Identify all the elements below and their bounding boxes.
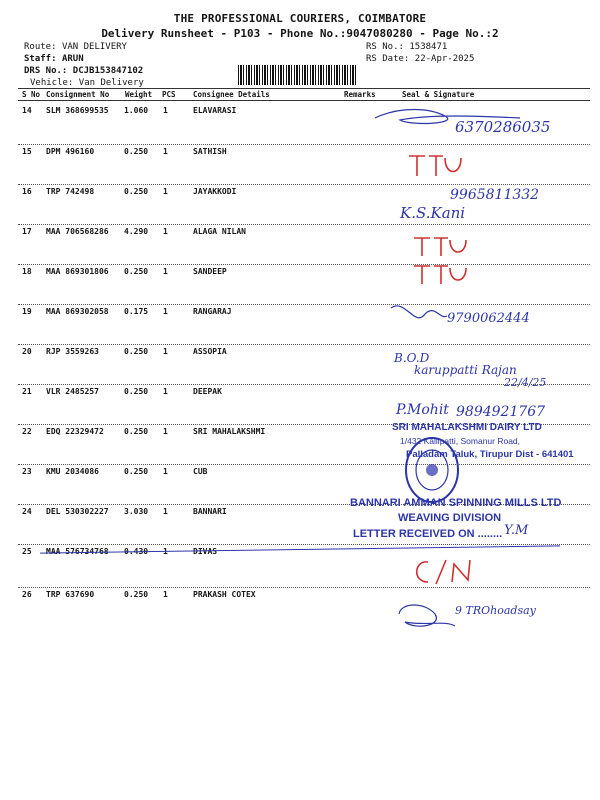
staff-label: Staff: (24, 54, 57, 64)
sno-cell: 15 (22, 147, 32, 156)
staff-value: ARUN (61, 54, 84, 64)
weight-cell: 0.250 (124, 427, 149, 436)
row-separator (18, 587, 590, 588)
rs-date-value: 22-Apr-2025 (414, 54, 475, 64)
pcs-cell: 1 (163, 427, 168, 436)
pcs-cell: 1 (163, 547, 168, 556)
pcs-cell: 1 (163, 187, 168, 196)
rs-no-value: 1538471 (409, 42, 448, 52)
route-value: VAN DELIVERY (61, 42, 127, 52)
svg-text:B.O.D: B.O.D (394, 351, 430, 365)
pcs-cell: 1 (163, 347, 168, 356)
consignee-cell: DIVAS (193, 547, 218, 556)
col-consignee: Consignee Details (193, 90, 270, 99)
sno-cell: 14 (22, 106, 32, 115)
weight-cell: 4.290 (124, 227, 149, 236)
weight-cell: 0.250 (124, 187, 149, 196)
sno-cell: 26 (22, 590, 32, 599)
rs-date-label: RS Date: (366, 54, 410, 64)
consignment-cell: KMU 2034086 (46, 467, 99, 476)
svg-text:karuppatti Rajan: karuppatti Rajan (414, 363, 517, 377)
svg-text:P.Mohit: P.Mohit (396, 402, 449, 418)
weight-cell: 0.175 (124, 307, 149, 316)
rs-no-label: RS No.: (366, 42, 404, 52)
consignment-cell: TRP 637690 (46, 590, 95, 599)
row-separator (18, 464, 590, 465)
signature-row-14 (370, 104, 570, 140)
pcs-cell: 1 (163, 467, 168, 476)
consignee-cell: SANDEEP (193, 267, 227, 276)
rs-date-line (366, 53, 474, 65)
col-sno: S No (22, 90, 41, 99)
row-25-strike (40, 545, 560, 553)
signature-row-18 (410, 260, 470, 288)
sno-cell: 20 (22, 347, 32, 356)
pcs-cell: 1 (163, 507, 168, 516)
signature-row-22 (394, 394, 584, 424)
runsheet-title: THE PROFESSIONAL COURIERS, COIMBATORE (173, 12, 427, 25)
weight-cell: 1.060 (124, 106, 149, 115)
signature-row-20 (392, 348, 572, 390)
row-separator (18, 144, 590, 145)
sno-cell: 24 (22, 507, 32, 516)
sno-cell: 25 (22, 547, 32, 556)
vehicle-value: Van Delivery (78, 78, 144, 88)
runsheet-subtitle: Delivery Runsheet - P103 - Phone No.:9047080280 - Page No.:2 (101, 27, 499, 40)
consignee-cell: ASSOPIA (193, 347, 227, 356)
consignment-cell: VLR 2485257 (46, 387, 99, 396)
pcs-cell: 1 (163, 106, 168, 115)
bannari-stamp-line-3: LETTER RECEIVED ON ........ (353, 528, 503, 540)
signature-row-25 (410, 556, 490, 588)
bannari-stamp-line-2: WEAVING DIVISION (398, 512, 502, 524)
mahalakshmi-stamp-line-2: 1/432 Kallipatti, Somanur Road, (400, 436, 521, 446)
staff-line (24, 53, 84, 65)
rs-no-line (366, 41, 447, 53)
row-separator (18, 544, 590, 545)
vehicle-label: Vehicle: (30, 78, 74, 88)
consignee-cell: BANNARI (193, 507, 227, 516)
col-pcs: PCS (162, 90, 176, 99)
consignment-cell: SLM 368699535 (46, 106, 109, 115)
signature-row-26 (395, 600, 575, 634)
consignment-cell: RJP 3559263 (46, 347, 99, 356)
weight-cell: 0.250 (124, 387, 149, 396)
col-seal: Seal & Signature (402, 90, 475, 99)
row-separator (18, 264, 590, 265)
route-label: Route: (24, 42, 57, 52)
consignee-cell: RANGARAJ (193, 307, 232, 316)
pcs-cell: 1 (163, 307, 168, 316)
weight-cell: 0.250 (124, 467, 149, 476)
header-top-rule (18, 88, 590, 89)
sno-cell: 19 (22, 307, 32, 316)
consignment-cell: DPM 496160 (46, 147, 95, 156)
weight-cell: 3.030 (124, 507, 149, 516)
sno-cell: 23 (22, 467, 32, 476)
sno-cell: 17 (22, 227, 32, 236)
mahalakshmi-stamp-line-3: Palladam Taluk, Tirupur Dist - 641401 (406, 449, 574, 460)
row-separator (18, 224, 590, 225)
svg-text:K.S.Kani: K.S.Kani (400, 204, 466, 222)
drs-label: DRS No.: (24, 66, 68, 76)
barcode (238, 65, 356, 85)
sno-cell: 21 (22, 387, 32, 396)
col-remarks: Remarks (344, 90, 376, 99)
svg-text:9894921767: 9894921767 (456, 404, 546, 420)
bannari-stamp-line-1: BANNARI AMMAN SPINNING MILLS LTD (350, 497, 562, 509)
svg-text:Y.M: Y.M (504, 523, 529, 538)
signature-row-15 (405, 150, 465, 180)
sno-cell: 18 (22, 267, 32, 276)
svg-text:9 TROhoadsay: 9 TROhoadsay (455, 604, 536, 617)
mahalakshmi-stamp-line-1: SRI MAHALAKSHMI DAIRY LTD (392, 422, 542, 433)
col-consignment: Consignment No (46, 90, 110, 99)
svg-text:6370286035: 6370286035 (455, 118, 551, 136)
drs-value: DCJB153847102 (72, 66, 144, 76)
consignment-cell: TRP 742498 (46, 187, 95, 196)
consignment-cell: MAA 869301806 (46, 267, 109, 276)
signature-row-19 (385, 298, 575, 330)
pcs-cell: 1 (163, 147, 168, 156)
weight-cell: 0.250 (124, 267, 149, 276)
weight-cell: 0.250 (124, 147, 149, 156)
consignment-cell: DEL 530302227 (46, 507, 109, 516)
weight-cell: 0.250 (124, 590, 149, 599)
consignee-cell: CUB (193, 467, 208, 476)
consignee-cell: ALAGA NILAN (193, 227, 246, 236)
header-bottom-rule (18, 100, 590, 101)
route-line (24, 41, 127, 53)
consignee-cell: DEEPAK (193, 387, 222, 396)
pcs-cell: 1 (163, 267, 168, 276)
pcs-cell: 1 (163, 227, 168, 236)
consignee-cell: ELAVARASI (193, 106, 237, 115)
signature-row-16 (395, 184, 575, 224)
consignment-cell: MAA 869302058 (46, 307, 109, 316)
sno-cell: 16 (22, 187, 32, 196)
weight-cell: 0.430 (124, 547, 149, 556)
drs-line (24, 65, 143, 77)
svg-text:9790062444: 9790062444 (447, 311, 530, 326)
consignee-cell: SRI MAHALAKSHMI (193, 427, 266, 436)
signature-row-17 (410, 232, 470, 260)
consignment-cell: MAA 576734768 (46, 547, 109, 556)
consignee-cell: JAYAKKODI (193, 187, 237, 196)
consignment-cell: EDQ 22329472 (46, 427, 104, 436)
signature-row-24 (500, 516, 570, 542)
weight-cell: 0.250 (124, 347, 149, 356)
pcs-cell: 1 (163, 387, 168, 396)
col-weight: Weight (125, 90, 153, 99)
svg-text:9965811332: 9965811332 (450, 187, 540, 203)
sno-cell: 22 (22, 427, 32, 436)
consignment-cell: MAA 706568286 (46, 227, 109, 236)
consignee-cell: SATHISH (193, 147, 227, 156)
row-separator (18, 344, 590, 345)
svg-text:22/4/25: 22/4/25 (504, 376, 547, 389)
pcs-cell: 1 (163, 590, 168, 599)
consignee-cell: PRAKASH COTEX (193, 590, 256, 599)
